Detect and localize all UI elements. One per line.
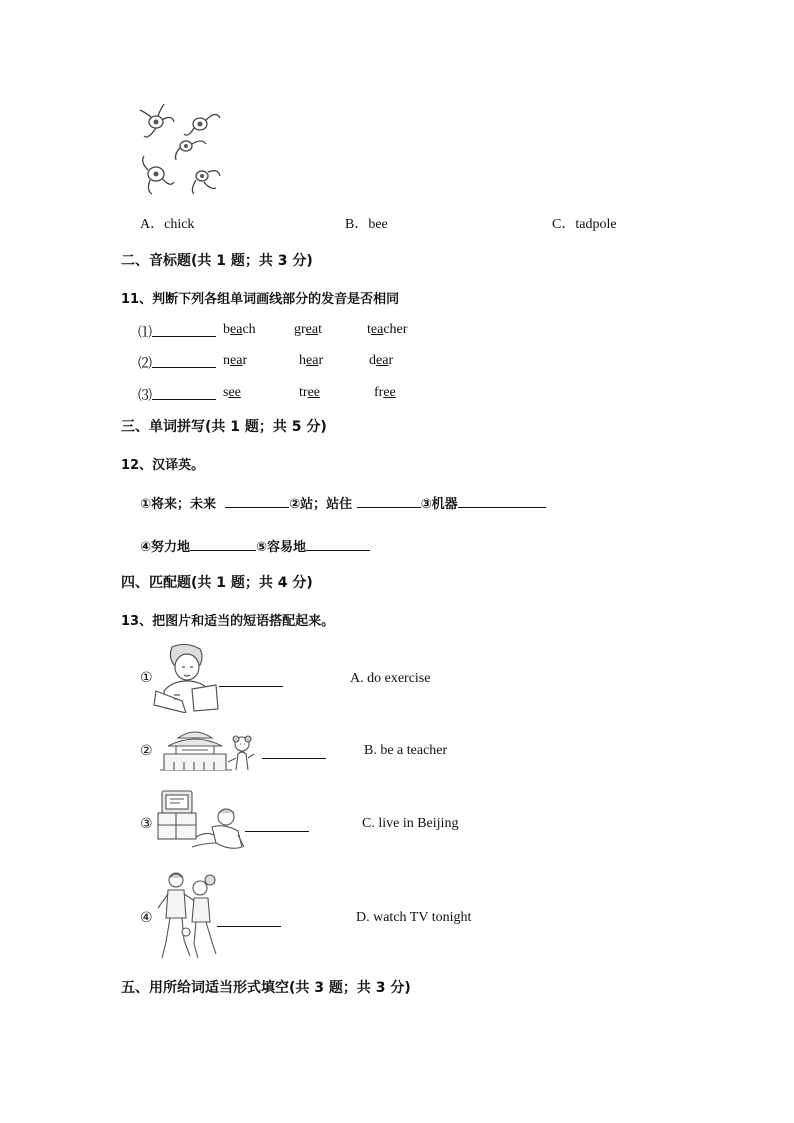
answer-blank[interactable] <box>190 536 256 551</box>
q11-row-number: ⑴ <box>138 325 152 341</box>
option-a: A．chick <box>140 217 195 232</box>
q12-line-1 <box>140 493 546 512</box>
q11-row-number: ⑶ <box>138 388 152 404</box>
section-3-title: 三、单词拼写(共 1 题；共 5 分) <box>121 419 327 435</box>
answer-blank[interactable] <box>306 536 370 551</box>
tadpole-image <box>134 98 226 198</box>
question-13-prompt: 13、把图片和适当的短语搭配起来。 <box>121 614 335 629</box>
question-11-prompt: 11、判断下列各组单词画线部分的发音是否相同 <box>121 292 400 307</box>
q11-row-1 <box>138 322 216 342</box>
q12-item: ②站；站住 <box>289 497 353 512</box>
answer-blank[interactable] <box>458 493 546 508</box>
picture-number: ④ <box>140 910 153 926</box>
answer-blank[interactable] <box>152 353 216 368</box>
q12-item: ①将来；未来 <box>140 497 217 512</box>
watching-tv-picture-icon <box>156 787 246 855</box>
q11-word: free <box>374 385 396 400</box>
q11-word: dear <box>369 353 394 368</box>
teacher-picture-icon <box>152 643 220 713</box>
q12-item: ⑤容易地 <box>256 540 307 555</box>
phrase-b: B. be a teacher <box>364 743 448 758</box>
playing-football-picture-icon <box>156 868 218 962</box>
q11-row-number: ⑵ <box>138 356 152 372</box>
picture-number: ② <box>140 743 153 759</box>
picture-number: ① <box>140 670 153 686</box>
q11-word: teacher <box>367 322 408 337</box>
answer-blank[interactable] <box>217 912 281 927</box>
answer-blank[interactable] <box>357 493 421 508</box>
phrase-d: D. watch TV tonight <box>356 910 472 925</box>
answer-blank[interactable] <box>152 385 216 400</box>
option-c: C．tadpole <box>552 217 617 232</box>
section-4-title: 四、匹配题(共 1 题；共 4 分) <box>121 575 313 591</box>
q11-word: hear <box>299 353 324 368</box>
answer-blank[interactable] <box>262 744 326 759</box>
q11-word: tree <box>299 385 320 400</box>
tiananmen-picture-icon <box>156 724 260 774</box>
answer-blank[interactable] <box>225 493 289 508</box>
phrase-a: A. do exercise <box>350 671 431 686</box>
q12-item: ④努力地 <box>140 540 191 555</box>
question-12-prompt: 12、汉译英。 <box>121 458 205 473</box>
section-2-title: 二、音标题(共 1 题；共 3 分) <box>121 253 313 269</box>
q12-line-2 <box>140 536 370 555</box>
section-5-title: 五、用所给词适当形式填空(共 3 题；共 3 分) <box>121 980 411 996</box>
picture-number: ③ <box>140 816 153 832</box>
q11-word: great <box>294 322 322 337</box>
q11-row-3 <box>138 385 216 405</box>
phrase-c: C. live in Beijing <box>362 816 459 831</box>
q11-row-2 <box>138 353 216 373</box>
q11-word: beach <box>223 322 256 337</box>
q11-word: near <box>223 353 248 368</box>
q11-word: see <box>223 385 241 400</box>
answer-blank[interactable] <box>152 322 216 337</box>
option-b: B．bee <box>345 217 388 232</box>
answer-blank[interactable] <box>245 817 309 832</box>
answer-blank[interactable] <box>219 672 283 687</box>
q12-item: ③机器 <box>420 497 458 512</box>
